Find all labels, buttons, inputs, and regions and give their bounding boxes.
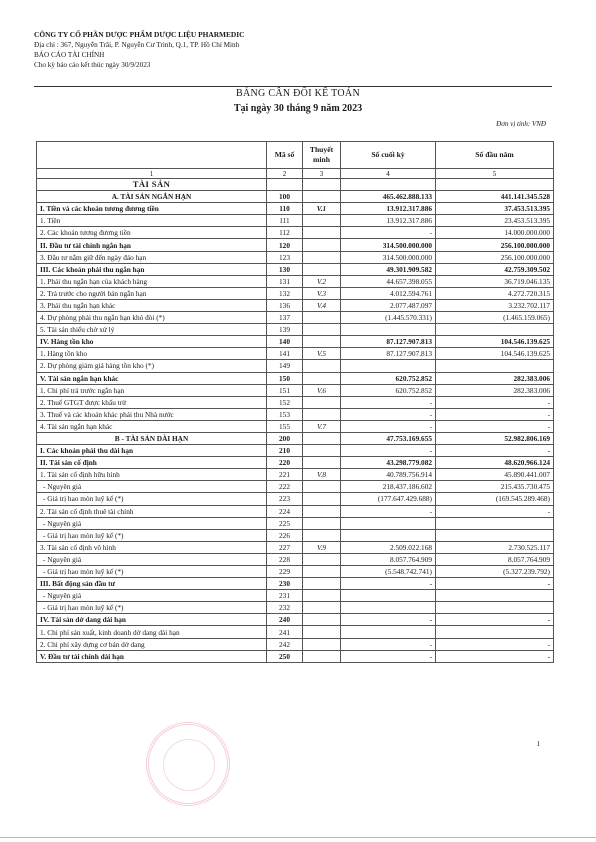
cell-note [303,614,341,626]
table-body [37,179,554,663]
cell-code: 210 [267,445,303,457]
cell-note [303,590,341,602]
report-period: Cho kỳ báo cáo kết thúc ngày 30/9/2023 [34,61,151,69]
table-row [37,263,554,275]
cell-code: 242 [267,638,303,650]
cell-begin: 282.383.006 [436,372,554,384]
cell-code: 100 [267,191,303,203]
cell-name: 1. Chi phí sản xuất, kinh doanh dở dang dài hạn [37,626,267,638]
cell-code: 155 [267,420,303,432]
cell-code: 241 [267,626,303,638]
cell-code: 221 [267,469,303,481]
table-row [37,505,554,517]
cell-begin: 48.620.966.124 [436,457,554,469]
cell-code: 149 [267,360,303,372]
table-row [37,372,554,384]
cell-end: - [341,614,436,626]
cell-begin: - [436,505,554,517]
cell-code: 120 [267,239,303,251]
cell-note [303,408,341,420]
table-row [37,191,554,203]
cell-note [303,638,341,650]
cell-end: 44.657.398.055 [341,275,436,287]
cell-begin: - [436,614,554,626]
cell-end: 2.509.022.168 [341,541,436,553]
cell-name: 1. Tài sản cố định hữu hình [37,469,267,481]
cell-begin: 52.982.806.169 [436,432,554,444]
cell-begin: 14.000.000.000 [436,227,554,239]
table-row [37,336,554,348]
cell-note: V.8 [303,469,341,481]
cell-begin: 256.100.000.000 [436,239,554,251]
cell-end [341,360,436,372]
cell-name: 4. Dự phòng phải thu ngắn hạn khó đòi (*) [37,312,267,324]
cell-code: 153 [267,408,303,420]
cell-begin: 45.890.441.007 [436,469,554,481]
cell-note [303,481,341,493]
cell-begin: 104.546.139.625 [436,348,554,360]
cell-name: - Nguyên giá [37,517,267,529]
cell-note [303,517,341,529]
table-row [37,432,554,444]
cell-end [341,517,436,529]
cell-code: 130 [267,263,303,275]
table-row [37,493,554,505]
cell-note [303,493,341,505]
cell-begin: 3.232.702.117 [436,299,554,311]
cell-note [303,191,341,203]
currency-unit: Đơn vị tính: VNĐ [496,120,546,128]
cell-name: V. Đầu tư tài chính dài hạn [37,650,267,662]
cell-code: 227 [267,541,303,553]
cell-end: - [341,227,436,239]
col-header-name [37,142,267,169]
cell-begin [436,179,554,191]
page-title: BẢNG CÂN ĐỐI KẾ TOÁN [236,88,360,99]
col-header-note: Thuyết minh [303,142,341,169]
cell-name: - Giá trị hao mòn luỹ kế (*) [37,602,267,614]
cell-end: 620.752.852 [341,372,436,384]
cell-name: TÀI SẢN [37,179,267,191]
cell-code: 250 [267,650,303,662]
cell-note [303,457,341,469]
cell-note [303,263,341,275]
cell-begin [436,626,554,638]
cell-end: (5.548.742.741) [341,566,436,578]
company-seal [146,722,230,806]
cell-name: I. Các khoản phải thu dài hạn [37,445,267,457]
cell-code: 136 [267,299,303,311]
table-row [37,445,554,457]
cell-name: - Nguyên giá [37,553,267,565]
cell-code: 229 [267,566,303,578]
cell-name: III. Các khoản phải thu ngắn hạn [37,263,267,275]
cell-end [341,529,436,541]
cell-note: V.7 [303,420,341,432]
cell-end: 40.789.756.914 [341,469,436,481]
cell-end: 43.298.779.082 [341,457,436,469]
cell-end [341,602,436,614]
col-index: 1 [37,169,267,179]
page-subtitle: Tại ngày 30 tháng 9 năm 2023 [233,103,363,114]
cell-code: 240 [267,614,303,626]
cell-begin: - [436,420,554,432]
cell-end: - [341,396,436,408]
cell-code: 225 [267,517,303,529]
table-row [37,590,554,602]
col-index: 3 [303,169,341,179]
cell-code [267,179,303,191]
cell-begin: - [436,445,554,457]
company-name: CÔNG TY CỔ PHẦN DƯỢC PHẨM DƯỢC LIỆU PHARMEDIC [34,30,245,39]
cell-code: 223 [267,493,303,505]
cell-name: - Giá trị hao mòn luỹ kế (*) [37,493,267,505]
cell-code: 230 [267,578,303,590]
cell-begin: 4.272.720.315 [436,287,554,299]
cell-name: A. TÀI SẢN NGẮN HẠN [37,191,267,203]
table-row [37,287,554,299]
cell-name: 4. Tài sản ngắn hạn khác [37,420,267,432]
cell-begin [436,324,554,336]
cell-begin [436,529,554,541]
table-row [37,275,554,287]
cell-name: - Giá trị hao mòn luỹ kế (*) [37,529,267,541]
table-row [37,529,554,541]
cell-code: 152 [267,396,303,408]
cell-end: 218.437.186.602 [341,481,436,493]
cell-end: 87.127.907.813 [341,348,436,360]
cell-begin: 282.383.006 [436,384,554,396]
cell-end [341,590,436,602]
report-type: BÁO CÁO TÀI CHÍNH [34,51,105,59]
cell-note [303,336,341,348]
cell-code: 137 [267,312,303,324]
cell-begin: 104.546.139.625 [436,336,554,348]
table-row [37,481,554,493]
table-row [37,650,554,662]
cell-begin: 2.730.525.117 [436,541,554,553]
cell-end: - [341,638,436,650]
table-row [37,227,554,239]
cell-end: 8.057.764.909 [341,553,436,565]
table-row [37,396,554,408]
cell-name: 2. Các khoản tương đương tiền [37,227,267,239]
cell-note [303,227,341,239]
cell-note [303,251,341,263]
cell-note [303,396,341,408]
table-row [37,203,554,215]
cell-begin: - [436,408,554,420]
table-row [37,469,554,481]
cell-name: 3. Tài sản cố định vô hình [37,541,267,553]
table-row [37,457,554,469]
cell-code: 200 [267,432,303,444]
cell-code: 232 [267,602,303,614]
table-row [37,312,554,324]
cell-code: 151 [267,384,303,396]
cell-note: V.3 [303,287,341,299]
table-row [37,638,554,650]
cell-end: - [341,505,436,517]
cell-name: III. Bất động sản đầu tư [37,578,267,590]
cell-end: (1.445.570.331) [341,312,436,324]
cell-begin: 441.141.345.528 [436,191,554,203]
cell-end [341,626,436,638]
cell-name: - Nguyên giá [37,481,267,493]
cell-note [303,566,341,578]
cell-name: 1. Tiền [37,215,267,227]
cell-code: 123 [267,251,303,263]
cell-end: 465.462.888.133 [341,191,436,203]
cell-name: 3. Thuế và các khoản khác phải thu Nhà nước [37,408,267,420]
cell-name: 1. Phải thu ngắn hạn của khách hàng [37,275,267,287]
cell-name: II. Đầu tư tài chính ngắn hạn [37,239,267,251]
cell-note: V.9 [303,541,341,553]
cell-code: 110 [267,203,303,215]
cell-note [303,179,341,191]
cell-end: 314.500.000.000 [341,239,436,251]
cell-note: V.2 [303,275,341,287]
cell-name: 3. Phải thu ngắn hạn khác [37,299,267,311]
cell-name: 2. Tài sản cố định thuê tài chính [37,505,267,517]
cell-name: II. Tài sản cố định [37,457,267,469]
table-row [37,614,554,626]
cell-begin: 215.435.730.475 [436,481,554,493]
cell-code: 141 [267,348,303,360]
cell-name: 5. Tài sản thiếu chờ xử lý [37,324,267,336]
cell-code: 131 [267,275,303,287]
table-row [37,384,554,396]
cell-begin: - [436,650,554,662]
page-bottom-edge [0,837,596,838]
header-divider [34,86,552,87]
table-row [37,566,554,578]
cell-begin [436,602,554,614]
cell-note: V.6 [303,384,341,396]
cell-end: 13.912.317.886 [341,215,436,227]
cell-note: V.5 [303,348,341,360]
table-row [37,553,554,565]
cell-end: - [341,578,436,590]
cell-begin: 36.719.046.135 [436,275,554,287]
table-row [37,360,554,372]
cell-note [303,553,341,565]
cell-begin: (5.327.239.792) [436,566,554,578]
cell-note [303,372,341,384]
cell-begin [436,590,554,602]
cell-begin: 42.759.309.502 [436,263,554,275]
cell-name: 2. Chi phí xây dựng cơ bản dở dang [37,638,267,650]
cell-note [303,650,341,662]
cell-name: 2. Trả trước cho người bán ngắn hạn [37,287,267,299]
cell-code: 132 [267,287,303,299]
table-row [37,215,554,227]
cell-name: 1. Chi phí trả trước ngắn hạn [37,384,267,396]
cell-name: 3. Đầu tư nắm giữ đến ngày đáo hạn [37,251,267,263]
cell-end: 49.301.909.582 [341,263,436,275]
col-index: 4 [341,169,436,179]
table-row [37,348,554,360]
cell-code: 228 [267,553,303,565]
cell-begin: - [436,578,554,590]
table-row [37,626,554,638]
cell-end [341,324,436,336]
page-number: 1 [536,740,540,748]
cell-end: (177.647.429.688) [341,493,436,505]
cell-code: 139 [267,324,303,336]
cell-name: IV. Tài sản dở dang dài hạn [37,614,267,626]
cell-name: I. Tiền và các khoản tương đương tiền [37,203,267,215]
cell-code: 150 [267,372,303,384]
table-row [37,239,554,251]
cell-note [303,626,341,638]
cell-name: V. Tài sản ngắn hạn khác [37,372,267,384]
cell-name: IV. Hàng tồn kho [37,336,267,348]
cell-code: 112 [267,227,303,239]
cell-note [303,602,341,614]
cell-begin: - [436,638,554,650]
cell-note [303,432,341,444]
table-row [37,179,554,191]
table-row [37,578,554,590]
cell-note [303,445,341,457]
cell-end: - [341,650,436,662]
cell-begin: 256.100.000.000 [436,251,554,263]
table-row [37,251,554,263]
cell-end: 87.127.907.813 [341,336,436,348]
cell-name: - Giá trị hao mòn luỹ kế (*) [37,566,267,578]
table-row [37,299,554,311]
cell-begin: - [436,396,554,408]
cell-note [303,215,341,227]
cell-begin: 8.057.764.909 [436,553,554,565]
cell-note [303,360,341,372]
cell-begin: 23.453.513.395 [436,215,554,227]
cell-name: 2. Thuế GTGT được khấu trừ [37,396,267,408]
cell-end: 4.012.594.761 [341,287,436,299]
cell-code: 111 [267,215,303,227]
table-row [37,420,554,432]
cell-note [303,312,341,324]
cell-end: - [341,420,436,432]
cell-begin [436,517,554,529]
cell-end: - [341,445,436,457]
table-row [37,324,554,336]
cell-code: 140 [267,336,303,348]
cell-begin: 37.453.513.395 [436,203,554,215]
cell-end: 2.077.487.097 [341,299,436,311]
cell-note: V.4 [303,299,341,311]
col-index: 2 [267,169,303,179]
col-header-end: Số cuối kỳ [341,142,436,169]
cell-code: 224 [267,505,303,517]
cell-note [303,324,341,336]
cell-note [303,578,341,590]
cell-name: 2. Dự phòng giảm giá hàng tồn kho (*) [37,360,267,372]
cell-note [303,239,341,251]
cell-begin: (169.545.289.468) [436,493,554,505]
table-header-row [37,142,554,169]
cell-name: 1. Hàng tồn kho [37,348,267,360]
cell-note [303,529,341,541]
table-row [37,602,554,614]
table-row [37,541,554,553]
cell-note [303,505,341,517]
company-address: Địa chỉ : 367, Nguyễn Trãi, P. Nguyễn Cư Trinh, Q.1, TP. Hồ Chí Minh [34,41,240,49]
col-header-begin: Số đầu năm [436,142,554,169]
cell-end: 13.912.317.886 [341,203,436,215]
cell-end: 47.753.169.655 [341,432,436,444]
table-row [37,517,554,529]
cell-end [341,179,436,191]
cell-name: B - TÀI SẢN DÀI HẠN [37,432,267,444]
cell-begin [436,360,554,372]
col-header-code: Mã số [267,142,303,169]
cell-end: 314.500.000.000 [341,251,436,263]
table-row [37,408,554,420]
column-index-row [37,169,554,179]
cell-code: 226 [267,529,303,541]
cell-code: 220 [267,457,303,469]
balance-sheet-table [36,141,554,663]
cell-begin: (1.465.159.065) [436,312,554,324]
cell-end: 620.752.852 [341,384,436,396]
cell-note: V.1 [303,203,341,215]
cell-code: 231 [267,590,303,602]
col-index: 5 [436,169,554,179]
cell-name: - Nguyên giá [37,590,267,602]
cell-end: - [341,408,436,420]
cell-code: 222 [267,481,303,493]
